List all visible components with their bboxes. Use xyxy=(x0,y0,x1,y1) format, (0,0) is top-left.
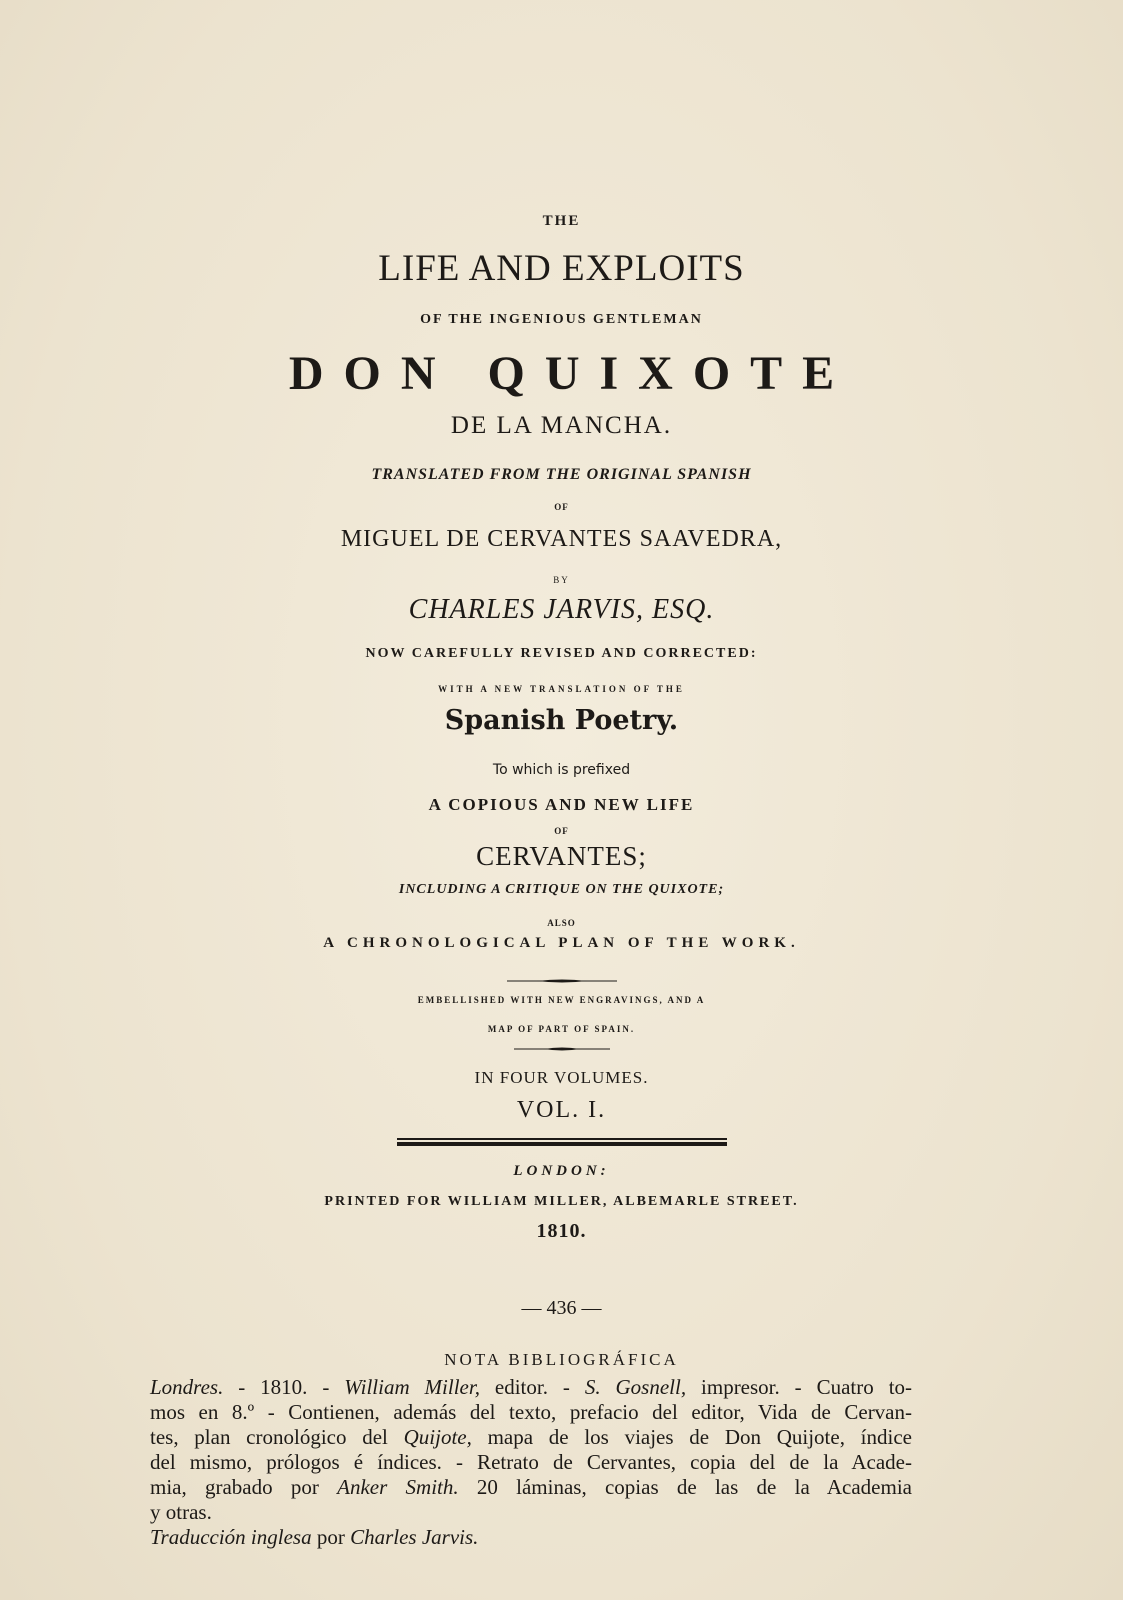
note-line-7: Traducción inglesa por Charles Jarvis. xyxy=(150,1525,479,1549)
the-label: THE xyxy=(542,213,581,229)
volume-number: VOL. I. xyxy=(516,1097,607,1123)
printed-line: PRINTED FOR WILLIAM MILLER, ALBEMARLE STREET. xyxy=(324,1194,799,1209)
of-label-1: OF xyxy=(554,502,569,512)
main-title: LIFE AND EXPLOITS xyxy=(378,248,745,289)
double-rule xyxy=(397,1138,727,1148)
note-line-5: mia, grabado por Anker Smith. 20 láminas, copias de las de la Academia xyxy=(150,1475,912,1499)
prefixed-line: To which is prefixed xyxy=(492,762,631,778)
note-heading: NOTA BIBLIOGRÁFICA xyxy=(444,1350,679,1369)
note-line-3: tes, plan cronológico del Quijote, mapa de los viajes de Don Quijote, índice xyxy=(150,1425,912,1449)
new-translation-line: WITH A NEW TRANSLATION OF THE xyxy=(438,684,685,694)
also-label: ALSO xyxy=(547,918,576,928)
year-line: 1810. xyxy=(536,1220,587,1242)
note-line-6: y otras. xyxy=(150,1500,212,1524)
embellished-line-2: MAP OF PART OF SPAIN. xyxy=(487,1024,636,1034)
volumes-line: IN FOUR VOLUMES. xyxy=(474,1068,649,1087)
page-number: — 436 — xyxy=(521,1297,602,1319)
chronological-line: A CHRONOLOGICAL PLAN OF THE WORK. xyxy=(323,935,800,951)
of-label-2: OF xyxy=(554,826,569,836)
revised-line: NOW CAREFULLY REVISED AND CORRECTED: xyxy=(365,646,758,661)
note-line-4: del mismo, prólogos é índices. - Retrato de Cervantes, copia del de la Acade- xyxy=(150,1450,912,1474)
author-name: MIGUEL DE CERVANTES SAAVEDRA, xyxy=(340,526,783,552)
translated-from: TRANSLATED FROM THE ORIGINAL SPANISH xyxy=(371,466,752,483)
by-label: BY xyxy=(553,575,570,585)
ornamental-rule-1 xyxy=(507,978,617,984)
note-line-2: mos en 8.º - Contienen, además del texto, prefacio del editor, Vida de Cervan- xyxy=(150,1400,912,1424)
cervantes-line: CERVANTES; xyxy=(476,841,647,871)
note-line-1: Londres. - 1810. - William Miller, editor. - S. Gosnell, impresor. - Cuatro to- xyxy=(150,1375,913,1399)
subtitle-gentleman: OF THE INGENIOUS GENTLEMAN xyxy=(420,312,703,327)
spanish-poetry: Spanish Poetry. xyxy=(444,705,679,736)
de-la-mancha: DE LA MANCHA. xyxy=(450,412,673,439)
copious-line: A COPIOUS AND NEW LIFE xyxy=(428,795,695,814)
hero-name: DON QUIXOTE xyxy=(288,347,855,400)
note-body xyxy=(150,1375,912,1550)
london-line: LONDON: xyxy=(513,1163,610,1179)
ornamental-rule-2 xyxy=(514,1046,610,1052)
including-line: INCLUDING A CRITIQUE ON THE QUIXOTE; xyxy=(398,882,725,897)
translator-name: CHARLES JARVIS, ESQ. xyxy=(408,594,715,625)
embellished-line-1: EMBELLISHED WITH NEW ENGRAVINGS, AND A xyxy=(417,995,706,1005)
